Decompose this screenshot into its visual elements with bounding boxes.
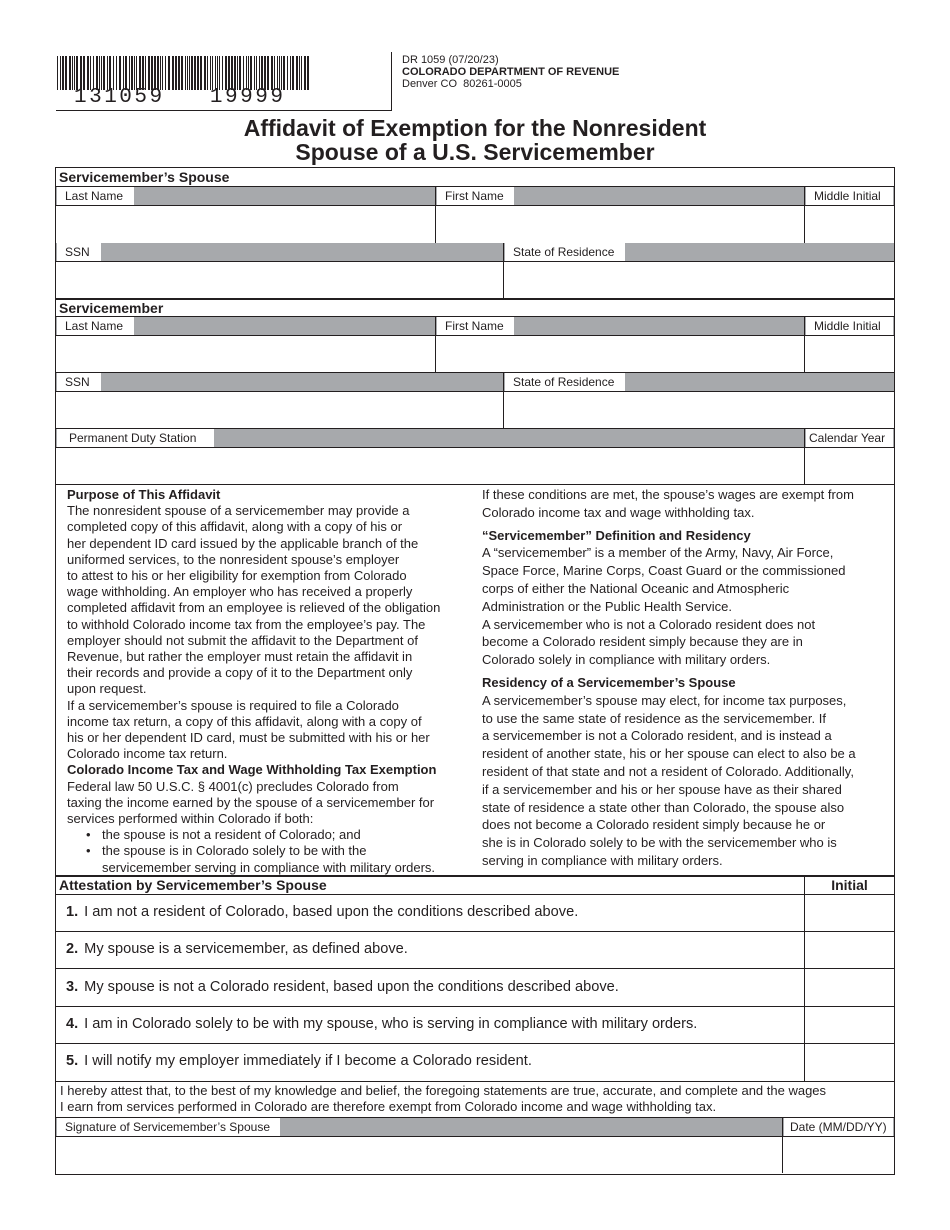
barcode-bar [72,56,73,90]
text-line: state of residence a state other than Colorado, the spouse also [482,799,845,815]
barcode-bar [212,56,213,90]
barcode-bar [225,56,227,90]
calendar-year-input[interactable] [806,448,893,484]
barcode-bar [197,56,199,90]
barcode-bar [274,56,275,90]
barcode-bar [219,56,220,90]
barcode-bar [62,56,64,90]
page-title-line-1: Affidavit of Exemption for the Nonresident [243,115,707,141]
divider [503,373,504,428]
barcode-bar [131,56,133,90]
divider [56,968,894,969]
barcode-bar [165,56,166,90]
spouse-last-name-label: Last Name [57,187,134,205]
initial-column-header: Initial [831,877,868,893]
bullet-item [67,843,440,875]
purpose-heading: Purpose of This Affidavit [67,487,221,502]
form-id: DR 1059 (07/20/23) [402,54,499,66]
barcode-bar [139,56,141,90]
barcode-bar [290,56,291,90]
barcode-bar [162,56,163,90]
spouse-first-name-input[interactable] [437,206,803,243]
servicemember-ssn-input[interactable] [57,392,502,428]
servicemember-last-name-label: Last Name [57,317,134,335]
barcode-bar [172,56,174,90]
barcode-bar [215,56,216,90]
text-line: A “servicemember” is a member of the Army, Navy, Air Force, [482,545,834,561]
divider [804,317,805,372]
barcode-bar [107,56,108,90]
conditions-text [482,486,856,522]
barcode-bar [113,56,114,90]
servicemember-first-name-input[interactable] [437,336,803,372]
barcode-bar [76,56,78,90]
text-line: income tax return, a copy of this affidavit, along with a copy of [67,713,422,729]
initial-input-5[interactable] [806,1044,893,1081]
servicemember-section-title: Servicemember [59,300,164,316]
attestation-statement-3: 3. My spouse is not a Colorado resident, based upon the conditions described above. [66,979,619,995]
spouse-state-input[interactable] [505,262,893,298]
declaration-line-2: I earn from services performed in Colorado are therefore exempt from Colorado income and wage withholding tax. [60,1099,717,1114]
divider [56,484,894,485]
servicemember-state-label: State of Residence [505,373,625,391]
spouse-first-name-label: First Name [437,187,514,205]
attestation-statement-1: 1. I am not a resident of Colorado, based upon the conditions described above. [66,904,579,920]
barcode-bar [178,56,180,90]
initial-input-3[interactable] [806,969,893,1006]
text-line: resident of that state and not a resident of Colorado. Additionally, [482,763,854,779]
barcode-bar [57,56,58,90]
text-line: Space Force, Marine Corps, Coast Guard or the commissioned [482,563,846,579]
header-rule-horizontal [56,110,392,111]
servicemember-last-name-input[interactable] [57,336,434,372]
divider [56,1081,894,1082]
text-line: completed copy of this affidavit, along with a copy of his or [67,519,403,535]
barcode-bar [194,56,196,90]
barcode-bar [250,56,252,90]
divider [435,187,436,243]
text-line: to withhold Colorado income tax from the employee’s pay. The [67,616,426,632]
divider [503,243,504,298]
divider [56,298,894,300]
text-line: wage withholding. An employer who has received a properly [67,584,413,600]
barcode-bar [279,56,280,90]
spouse-ssn-label: SSN [57,243,101,261]
divider [804,187,805,243]
servicemember-middle-initial-input[interactable] [806,336,893,372]
barcode-bar [189,56,190,90]
text-line: their records and provide a copy of it to the Department only [67,665,413,681]
instructions-left-column [67,487,440,876]
barcode-bar [248,56,249,90]
barcode-bar [119,56,121,90]
barcode-bar [103,56,105,90]
text-line: to use the same state of residence as the servicemember. If [482,710,826,726]
definition-heading: “Servicemember” Definition and Residency [482,527,751,543]
purpose-text [67,503,440,697]
barcode-bar [93,56,94,90]
text-line: A servicemember who is not a Colorado resident does not [482,616,816,632]
residency-heading: Residency of a Servicemember’s Spouse [482,674,736,690]
barcode-bar [134,56,135,90]
barcode-bar [60,56,61,90]
initial-input-4[interactable] [806,1007,893,1043]
barcode-bar [125,56,127,90]
text-line: If a servicemember’s spouse is required to file a Colorado [67,697,399,713]
servicemember-first-name-label: First Name [437,317,514,335]
barcode-bar [304,56,306,90]
barcode-bar [142,56,144,90]
barcode-bar [246,56,247,90]
divider [804,429,805,484]
barcode-bar [74,56,75,90]
attestation-statement-4: 4. I am in Colorado solely to be with my spouse, who is serving in compliance with military orders. [66,1016,698,1032]
barcode-bar [239,56,241,90]
text-line: Revenue, but rather the employer must retain the affidavit in [67,649,413,665]
spouse-section-title: Servicemember’s Spouse [59,169,230,185]
spouse-middle-initial-input[interactable] [806,206,893,243]
barcode-image [56,56,310,90]
text-line: Administration or the Public Health Service. [482,598,733,614]
page-title-line-2: Spouse of a U.S. Servicemember [295,139,655,165]
barcode-bar [261,56,263,90]
barcode-bar [80,56,82,90]
barcode-bar [207,56,208,90]
barcode-bar [217,56,218,90]
barcode-bar [281,56,282,90]
barcode-bar [65,56,67,90]
text-line: employer should not submit the affidavit to the Department of [67,632,418,648]
bullet-item [67,827,440,843]
barcode-bar [243,56,244,90]
initial-input-2[interactable] [806,932,893,968]
text-line: to attest to his or her eligibility for exemption from Colorado [67,568,407,584]
signature-input[interactable] [57,1137,781,1173]
barcode-bar [299,56,300,90]
department-name: COLORADO DEPARTMENT OF REVENUE [402,66,620,78]
barcode-bar [277,56,278,90]
declaration-line-1: I hereby attest that, to the best of my knowledge and belief, the foregoing statements are true, accurate, and complete and the wages [60,1083,827,1098]
attestation-section-title: Attestation by Servicemember’s Spouse [59,877,327,893]
barcode-bar [187,56,188,90]
duty-station-label: Permanent Duty Station [57,429,214,447]
text-line: taxing the income earned by the spouse of a servicemember for [67,794,435,810]
text-line: does not become a Colorado resident simply because he or [482,817,826,833]
barcode-bar [96,56,98,90]
barcode-bar [296,56,298,90]
text-line: • the spouse is in Colorado solely to be with the [102,843,367,859]
barcode-bar [271,56,273,90]
barcode-bar [160,56,161,90]
barcode-bar [200,56,202,90]
barcode-bar [154,56,156,90]
date-label: Date (MM/DD/YY) [784,1118,893,1136]
text-line: servicemember serving in compliance with military orders. [102,859,436,875]
barcode-bar [185,56,186,90]
divider [56,894,894,895]
barcode-bar [259,56,260,90]
barcode-bar [168,56,170,90]
text-line: services performed within Colorado if both: [67,811,314,827]
department-address: Denver CO 80261-0005 [402,78,522,90]
divider [56,1043,894,1044]
calendar-year-label: Calendar Year [806,429,893,447]
spouse-last-name-input[interactable] [57,206,434,243]
spouse-ssn-input[interactable] [57,262,502,298]
barcode-bar [254,56,255,90]
text-line: become a Colorado resident simply because they are in [482,634,803,650]
initial-input-1[interactable] [806,895,893,931]
divider [435,317,436,372]
spouse-middle-initial-label: Middle Initial [806,187,893,205]
barcode-bar [129,56,130,90]
barcode-bar [148,56,150,90]
text-line: completed affidavit from an employee is relieved of the obligation [67,600,441,616]
barcode-bar [264,56,266,90]
text-line: Colorado solely in compliance with military orders. [482,652,771,668]
barcode-bar [228,56,230,90]
attestation-statement-5: 5. I will notify my employer immediately if I become a Colorado resident. [66,1053,532,1069]
barcode-bar [237,56,238,90]
text-line: upon request. [67,681,147,697]
barcode-bar [204,56,206,90]
divider [56,1006,894,1007]
barcode-bar [256,56,257,90]
definition-text [482,544,856,669]
text-line: A servicemember’s spouse may elect, for income tax purposes, [482,692,847,708]
barcode-bar [83,56,85,90]
filing-text [67,698,440,763]
header-rule-vertical [391,52,392,111]
barcode-bar [99,56,100,90]
servicemember-ssn-label: SSN [57,373,101,391]
text-line: corps of either the National Oceanic and Atmospheric [482,580,790,596]
divider [804,876,805,1081]
text-line: • the spouse is not a resident of Colorado; and [102,827,361,843]
barcode-bar [116,56,117,90]
barcode-bar [123,56,124,90]
text-line: Federal law 50 U.S.C. § 4001(c) precludes Colorado from [67,778,399,794]
attestation-statement-2: 2. My spouse is a servicemember, as defined above. [66,941,408,957]
barcode-bar [231,56,233,90]
divider [56,931,894,932]
barcode-bar [87,56,89,90]
barcode-bar [234,56,236,90]
label-bar [56,373,894,391]
barcode-bar [301,56,302,90]
instructions-right-column [482,486,856,870]
duty-station-input[interactable] [57,448,803,484]
barcode-bar [181,56,183,90]
barcode-bar [151,56,153,90]
residency-text [482,692,856,870]
label-bar [56,243,894,261]
text-line: resident of another state, his or her spouse can elect to also be a [482,746,856,762]
text-line: her dependent ID card issued by the applicable branch of the [67,535,419,551]
barcode-bar [175,56,177,90]
text-line: The nonresident spouse of a servicemember may provide a [67,503,410,519]
text-line: his or her dependent ID card, must be submitted with his or her [67,730,430,746]
spouse-state-label: State of Residence [505,243,625,261]
barcode [56,56,310,90]
text-line: if a servicemember and his or her spouse have as their shared [482,781,842,797]
date-input[interactable] [784,1137,893,1173]
divider [782,1118,783,1173]
text-line: a servicemember is not a Colorado resident, and is instead a [482,728,832,744]
barcode-bar [145,56,146,90]
barcode-bar [210,56,211,90]
barcode-bar [283,56,285,90]
barcode-bar [267,56,269,90]
barcode-bar [101,56,102,90]
text-line: serving in compliance with military orders. [482,852,723,868]
exemption-text [67,779,440,828]
text-line: Colorado income tax return. [67,746,228,762]
text-line: uniformed services, to the nonresident spouse’s employer [67,551,400,567]
barcode-bar [109,56,111,90]
barcode-bar [157,56,159,90]
signature-label: Signature of Servicemember’s Spouse [57,1118,280,1136]
text-line: Colorado income tax and wage withholding tax. [482,504,755,520]
barcode-bar [292,56,294,90]
servicemember-state-input[interactable] [505,392,893,428]
exemption-heading: Colorado Income Tax and Wage Withholding Tax Exemption [67,762,437,778]
barcode-bar [136,56,137,90]
barcode-bar [90,56,91,90]
barcode-bar [191,56,193,90]
servicemember-middle-initial-label: Middle Initial [806,317,893,335]
text-line: If these conditions are met, the spouse’s wages are exempt from [482,487,854,502]
barcode-bar [69,56,71,90]
barcode-number: 131059 19999 [74,86,286,109]
text-line: she is in Colorado solely to be with the servicemember who is [482,835,837,851]
barcode-bar [222,56,223,90]
barcode-bar [307,56,309,90]
barcode-bar [287,56,288,90]
